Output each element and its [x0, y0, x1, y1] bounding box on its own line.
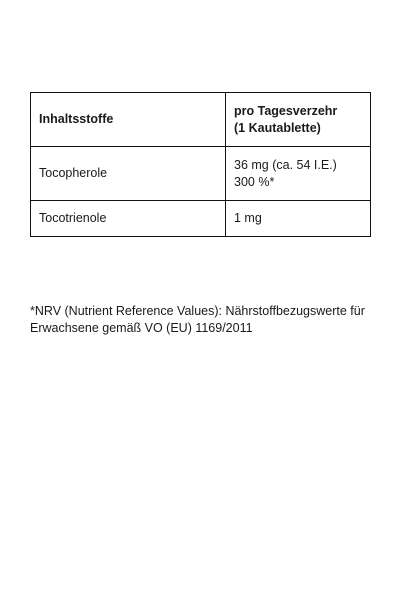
- header-ingredients-label: Inhaltsstoffe: [39, 112, 114, 126]
- table-cell-amount: [226, 147, 371, 201]
- nrv-percent: 300 %*: [234, 174, 275, 189]
- header-daily-amount-line2: (1 Kautablette): [234, 120, 321, 135]
- ingredient-name: Tocotrienole: [39, 211, 107, 225]
- table-cell-ingredient: [31, 201, 226, 237]
- header-daily-amount-line1: pro Tagesverzehr: [234, 103, 338, 118]
- header-daily-amount: [226, 93, 371, 147]
- header-ingredients: [31, 93, 226, 147]
- table-header-row: [31, 93, 371, 147]
- table-cell-ingredient: [31, 147, 226, 201]
- footnote-line-2: Erwachsene gemäß VO (EU) 1169/2011: [30, 321, 253, 335]
- table-row: [31, 201, 371, 237]
- table-cell-amount: [226, 201, 371, 237]
- nutrient-table: [30, 92, 371, 237]
- nrv-footnote: [30, 303, 375, 337]
- amount-value: 1 mg: [234, 211, 262, 225]
- amount-value: 36 mg (ca. 54 I.E.): [234, 157, 337, 172]
- ingredient-name: Tocopherole: [39, 166, 108, 180]
- table-row: [31, 147, 371, 201]
- footnote-line-1: *NRV (Nutrient Reference Values): Nährstoffbezugswerte für: [30, 304, 365, 318]
